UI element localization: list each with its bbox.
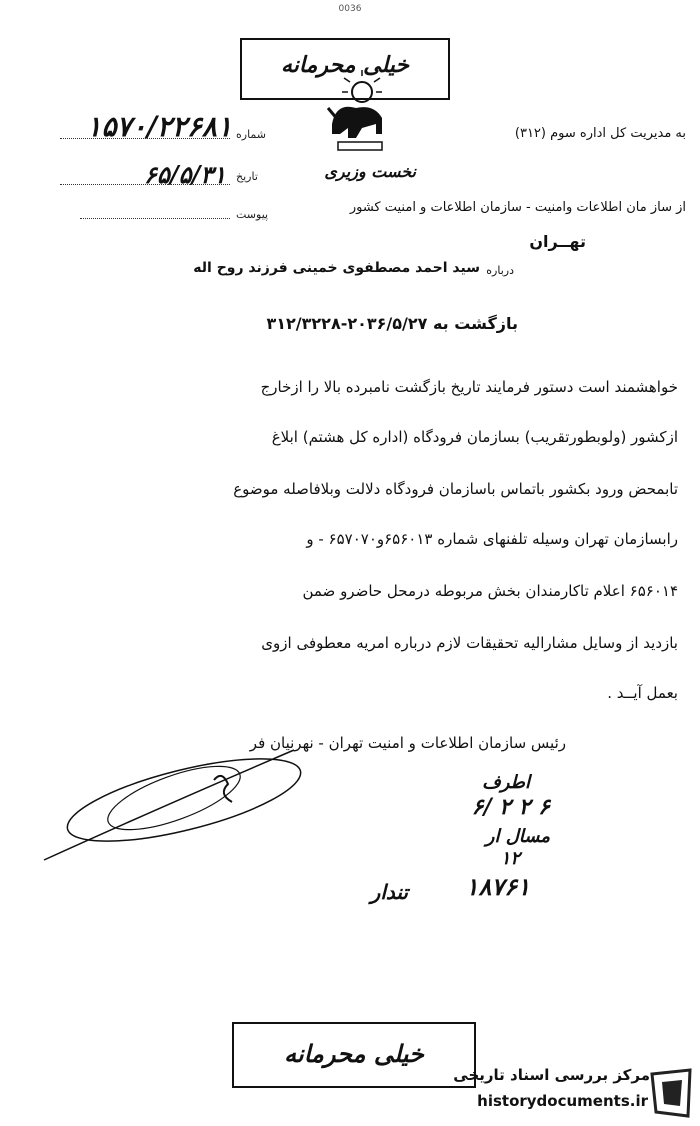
page-number: 0036	[338, 4, 362, 14]
city: تهــران	[529, 232, 586, 251]
body-line-1: خواهشمند است دستور فرمایند تاریخ بازگشت نامبرده بالا را ازخارج	[260, 378, 678, 396]
date-label: تاریخ	[236, 170, 258, 183]
body-line-6: بازدید از وسایل مشارالیه تحقیقات لازم درباره امریه معطوفی ازوی	[261, 634, 678, 652]
attachment-label: پیوست	[236, 208, 269, 221]
body-line-7: بعمل آیــد .	[607, 684, 678, 702]
sender: از ساز مان اطلاعات وامنیت - سازمان اطلاعات و امنیت کشور	[349, 200, 686, 215]
footer-org-name: مرکز بررسی اسناد تاریخی	[453, 1066, 650, 1084]
subject-label: درباره	[486, 264, 514, 277]
reference: بازگشت به ۲۰۳۶/۵/۲۷-۳۱۲/۳۲۲۸	[266, 314, 518, 333]
classification-stamp-bottom: خیلی محرمانه	[232, 1022, 476, 1088]
subject: سید احمد مصطفوی خمینی فرزند روح اله	[193, 260, 480, 276]
body-line-3: تابمحض ورود بکشور باتماس باسازمان فرودگاه دلالت وبلافاصله موضوع	[233, 480, 678, 498]
archive-logo-icon	[646, 1066, 696, 1120]
date-line	[60, 184, 230, 185]
lion-and-sun-emblem-icon	[322, 68, 394, 158]
signature-scribble	[34, 740, 324, 870]
number-value: ۱۵۷۰/۲۲۶۸۱	[86, 110, 232, 143]
annotation-2: ۶ ۲ ۲ /۶	[471, 794, 550, 820]
annotation-6: تندار	[370, 880, 408, 904]
number-label: شماره	[236, 128, 267, 141]
recipient: به مدیریت کل اداره سوم (۳۱۲)	[514, 126, 686, 141]
classification-stamp-top: خیلی محرمانه	[240, 38, 450, 100]
date-value: ۶۵/۵/۳۱	[144, 160, 226, 189]
annotation-1: اطرف	[482, 772, 530, 793]
annotation-4: ۱۲	[500, 848, 520, 869]
annotation-5: ۱۸۷۶۱	[465, 872, 530, 901]
attachment-line	[80, 218, 230, 219]
annotation-3: مسال ار	[485, 826, 550, 847]
body-line-5: ۶۵۶۰۱۴ اعلام تاکارمندان بخش مربوطه درمحل حاضرو ضمن	[302, 582, 678, 600]
number-line	[60, 138, 230, 139]
body-line-2: ازکشور (ولوبطورتقریب) بسازمان فرودگاه (اداره کل هشتم) ابلاغ	[271, 428, 678, 446]
prime-ministry-seal-text: نخست وزیری	[324, 162, 416, 181]
body-line-4: رابسازمان تهران وسیله تلفنهای شماره ۶۵۶۰۱۳و۶۵۷۰۷۰ - و	[306, 530, 678, 548]
footer-url[interactable]: historydocuments.ir	[477, 1092, 648, 1110]
signature-title: رئیس سازمان اطلاعات و امنیت تهران - نهرنیان فر	[249, 734, 566, 752]
